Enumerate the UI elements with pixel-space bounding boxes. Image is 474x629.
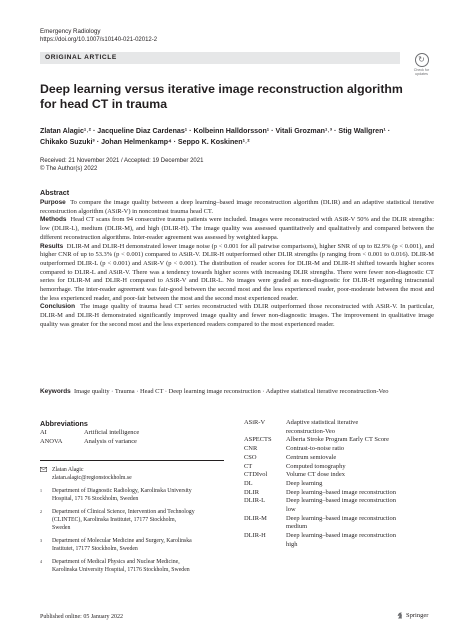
affiliation-line: Institutet, 17177 Stockholm, Sweden bbox=[52, 545, 138, 552]
abbreviation-definition: low bbox=[286, 506, 296, 513]
abstract-conclusion bbox=[40, 303, 434, 329]
published-online-date: Published online: 05 January 2022 bbox=[40, 614, 123, 620]
abstract-methods bbox=[40, 216, 434, 242]
abbreviation-definition: Deep learning–based image reconstruction bbox=[286, 514, 396, 522]
keywords bbox=[40, 388, 434, 397]
affiliation-number: 4 bbox=[40, 559, 42, 564]
abstract-body bbox=[40, 199, 434, 330]
abbreviation-definition: Deep learning–based image reconstruction bbox=[286, 488, 396, 496]
article-type-banner: ORIGINAL ARTICLE bbox=[40, 52, 400, 64]
affiliation-line: Sweden bbox=[52, 524, 71, 531]
abbreviation-term: DLIR-L bbox=[244, 497, 266, 505]
footnote-divider bbox=[40, 460, 224, 461]
author-line-1: Zlatan Alagic¹˒² · Jacqueline Diaz Cardenas¹ · Kolbeinn Halldorsson¹ · Vitali Grozman¹˒³ · Stig Wallgren¹ · bbox=[40, 127, 391, 135]
abstract-results bbox=[40, 243, 434, 304]
abbreviation-term: CNR bbox=[244, 445, 258, 453]
affiliation-text bbox=[52, 509, 222, 532]
purpose-text: To compare the image quality between a deep learning–based image reconstruction algorithm (DLIR) and an adaptive statistical iterative reconstruction algorithm (ASiR-V) in noncontrast trauma head CT. bbox=[40, 199, 434, 215]
contact-name: Zlatan Alagic bbox=[52, 467, 84, 473]
affiliation-text bbox=[52, 559, 222, 575]
abbreviation-definition: Adaptive statistical iterative bbox=[286, 419, 359, 426]
affiliation-line: Department of Molecular Medicine and Surgery, Karolinska bbox=[52, 538, 192, 544]
affiliation-line: (CLINTEC), Karolinska Institutet, 17177 Stockholm, bbox=[52, 516, 177, 523]
abbreviation-definition: Computed tomography bbox=[286, 462, 346, 470]
corresponding-author bbox=[52, 466, 132, 482]
affiliation-number: 3 bbox=[40, 538, 42, 543]
affiliation-text bbox=[52, 538, 222, 554]
abbreviation-definition: Deep learning–based image reconstruction bbox=[286, 497, 396, 505]
abbreviation-term: ASiR-V bbox=[244, 419, 266, 426]
affiliation-number: 1 bbox=[40, 488, 42, 493]
affiliation-line: Department of Clinical Science, Intervention and Technology bbox=[52, 509, 195, 515]
abbreviation-definition: reconstruction-Veo bbox=[286, 427, 335, 435]
abbreviation-term: DL bbox=[244, 479, 253, 487]
abbreviation-definition: Alberta Stroke Program Early CT Score bbox=[286, 436, 390, 444]
journal-name: Emergency Radiology bbox=[40, 28, 101, 35]
keywords-label: Keywords bbox=[40, 388, 71, 395]
abbreviation-term: DLIR bbox=[244, 488, 260, 496]
copyright-notice: © The Author(s) 2022 bbox=[40, 166, 98, 172]
chess-knight-icon bbox=[396, 611, 404, 619]
abbreviation-term: DLIR-H bbox=[244, 532, 266, 540]
received-accepted-dates: Received: 21 November 2021 / Accepted: 19 December 2021 bbox=[40, 158, 204, 164]
affiliation-number: 2 bbox=[40, 509, 42, 514]
methods-text: Head CT scans from 94 consecutive trauma patients were included. Images were reconstructed with ASiR-V 50% and the DLIR strengths: low (DLIR-L), medium (DLIR-M), and high (DLIR-H). The image quality was assessed quantitatively and qualitatively and compared between the different reconstruction algorithms. Inter-reader agreement was assessed by weighted kappa. bbox=[40, 216, 435, 241]
abbreviation-term: CSO bbox=[244, 453, 257, 461]
conclusion-label: Conclusion bbox=[40, 303, 76, 311]
affiliation-line: Karolinska University Hospital, 17176 Stockholm, Sweden bbox=[52, 566, 190, 573]
publisher-name: Springer bbox=[406, 611, 429, 619]
affiliation-line: Department of Diagnostic Radiology, Karolinska University bbox=[52, 488, 192, 494]
methods-label: Methods bbox=[40, 216, 67, 224]
abbreviation-definition: Deep learning bbox=[286, 479, 323, 487]
conclusion-text: The image quality of trauma head CT series reconstructed with DLIR outperformed those reconstructed with ASiR-V. In particular, DLIR-M and DLIR-H demonstrated significantly improved image quality and fewer non-diagnostic images. The improvement in qualitative image quality was greater for the second most and the less experienced readers compared to the most experienced reader. bbox=[40, 303, 434, 328]
abbreviation-term: AI bbox=[40, 429, 47, 436]
results-text: DLIR-M and DLIR-H demonstrated lower image noise (p < 0.001 for all pairwise comparisons), higher SNR of up to 82.9% (p < 0.001), and higher CNR of up to 53.3% (p < 0.001) compared to ASiR-V. DLIR-H outperformed other DLIR strengths (p ranging from < 0.001 to 0.016). DLIR-M outperformed DLIR-L (p < 0.001) and ASiR-V (p < 0.001). The distribution of reader scores for DLIR-M and DLIR-H shifted towards higher scores compared to DLIR-L and ASiR-V. There was a tendency towards higher scores with increasing DLIR strengths. There were fewer non-diagnostic CT series for DLIR-M and DLIR-H compared to ASiR-V and DLIR-L. No images were graded as non-diagnostic for DLIR-H regarding intracranial hemorrhage. The inter-reader agreement was fair-good between the second most and the less experienced reader, poor-moderate between the most and the less experienced reader, and poor-fair between the most and the second most experienced reader. bbox=[40, 242, 434, 302]
affiliation-line: Department of Medical Physics and Nuclear Medicine, bbox=[52, 559, 180, 565]
abbreviation-term: CTDIvol bbox=[244, 471, 268, 479]
abstract-purpose bbox=[40, 199, 434, 216]
affiliation-line: Hospital, 171 76 Stockholm, Sweden bbox=[52, 495, 139, 502]
abbreviation-definition: Artificial intelligence bbox=[84, 429, 140, 436]
check-for-updates-badge[interactable] bbox=[409, 53, 434, 79]
paper-title: Deep learning versus iterative image reconstruction algorithm for head CT in trauma bbox=[40, 82, 403, 111]
results-label: Results bbox=[40, 242, 64, 250]
keywords-text: Image quality · Trauma · Head CT · Deep learning image reconstruction · Adaptive statistical iterative reconstruction-Veo bbox=[74, 388, 389, 395]
contact-email[interactable]: zlatan.alagic@regionstockholm.se bbox=[52, 475, 132, 481]
abstract-heading: Abstract bbox=[40, 188, 70, 197]
author-list bbox=[40, 126, 440, 148]
refresh-icon: ↻ bbox=[415, 53, 429, 67]
purpose-label: Purpose bbox=[40, 199, 66, 206]
abbreviation-definition: Contrast-to-noise ratio bbox=[286, 445, 345, 453]
abbreviation-term: CT bbox=[244, 462, 253, 470]
author-line-2: Chikako Suzuki³ · Johan Helmenkamp⁴ · Seppo K. Koskinen¹˒² bbox=[40, 138, 250, 146]
doi-link[interactable]: https://doi.org/10.1007/s10140-021-02012-2 bbox=[40, 37, 158, 43]
update-badge-label: Check for updates bbox=[413, 68, 430, 76]
envelope-icon bbox=[40, 467, 47, 472]
abbreviation-term: ASPECTS bbox=[244, 436, 272, 444]
abbreviation-term: DLIR-M bbox=[244, 514, 267, 522]
abbreviation-definition: Analysis of variance bbox=[84, 437, 137, 445]
affiliation-text bbox=[52, 488, 222, 504]
abbreviation-definition: Deep learning–based image reconstruction bbox=[286, 532, 396, 540]
abbreviation-definition: Centrum semiovale bbox=[286, 453, 337, 461]
abbreviation-definition: high bbox=[286, 540, 298, 548]
publication-dates bbox=[40, 157, 203, 173]
springer-logo bbox=[396, 611, 428, 619]
abbreviation-definition: medium bbox=[286, 523, 308, 531]
abbreviation-term: ANOVA bbox=[40, 437, 63, 445]
abbreviations-heading: Abbreviations bbox=[40, 419, 88, 428]
abbreviation-definition: Volume CT dose index bbox=[286, 471, 345, 479]
